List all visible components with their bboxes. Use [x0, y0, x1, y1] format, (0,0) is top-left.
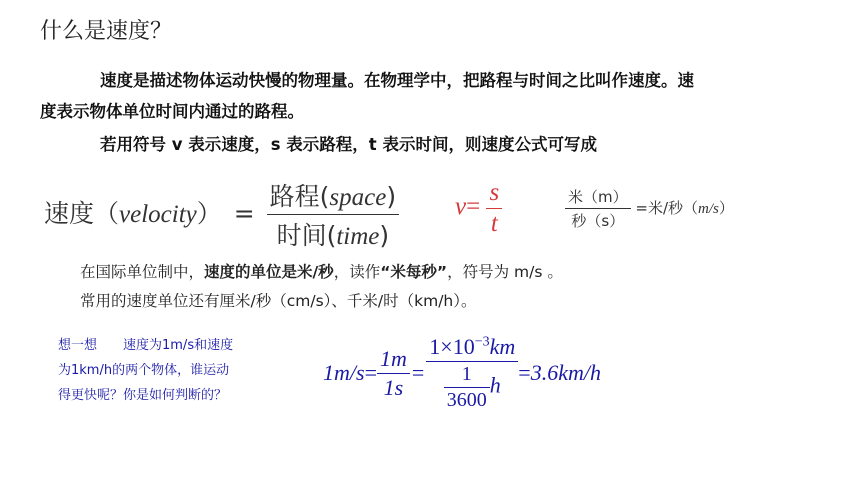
symbol-fraction — [486, 179, 502, 238]
space-numerator: 路程(space) — [269, 182, 397, 211]
t-denominator: t — [486, 208, 502, 238]
si-unit-line: 在国际单位制中，速度的单位是米/秒，读作“米每秒”，符号为 m/s 。 — [80, 263, 563, 281]
word-equals: = — [233, 198, 255, 228]
symbol-formula — [455, 179, 502, 238]
v-symbol: v — [455, 193, 467, 221]
think-line-2: 为1km/h的两个物体，谁运动 — [58, 363, 230, 378]
reading-emphasis: “米每秒” — [380, 263, 448, 281]
conversion-equals-1: = — [364, 360, 377, 385]
definition-line-1: 速度是描述物体运动快慢的物理量。在物理学中，把路程与时间之比叫作速度。速 — [100, 71, 694, 90]
conversion-fraction-2 — [426, 334, 518, 412]
unit-result: =米/秒（m/s） — [635, 199, 734, 217]
second-value: 1s — [377, 373, 410, 401]
s-numerator: s — [489, 179, 500, 206]
meter-numerator: 米（m） — [568, 188, 628, 206]
meter-value: 1m — [379, 345, 407, 371]
symbol-equals: = — [466, 193, 481, 221]
kilometer-numerator: $1\times 10^{-3}km$ — [429, 334, 516, 359]
word-fraction — [267, 177, 399, 252]
conversion-equals-3: = — [518, 360, 531, 385]
si-unit-emphasis: 速度的单位是米/秒 — [204, 263, 334, 281]
conversion-fraction-1 — [377, 346, 410, 401]
definition-line-2: 度表示物体单位时间内通过的路程。 — [40, 102, 304, 121]
word-formula — [44, 177, 399, 252]
think-line-3: 得更快呢？你是如何判断的？ — [58, 388, 228, 403]
conversion-equals-2: = — [411, 360, 425, 385]
conversion-result: 3.6km/h — [530, 360, 601, 385]
hour-denominator: $\frac{1}{3600}$ h — [426, 361, 518, 412]
unit-formula — [565, 186, 734, 231]
unit-fraction — [565, 186, 631, 231]
common-units-line: 常用的速度单位还有厘米/秒（cm/s）、千米/时（km/h）。 — [80, 292, 477, 310]
conversion-lhs: 1m/s — [323, 360, 365, 385]
page-title: 什么是速度？ — [40, 19, 173, 44]
conversion-formula — [323, 334, 601, 412]
think-question — [58, 333, 233, 408]
velocity-label: 速度（velocity） — [44, 198, 222, 228]
think-line-1: 想一想 速度为1m/s和速度 — [58, 338, 234, 353]
second-denominator: 秒（s） — [565, 208, 631, 231]
symbol-definition: 若用符号 v 表示速度，s 表示路程，t 表示时间，则速度公式可写成 — [100, 135, 597, 154]
time-denominator: 时间(time) — [267, 214, 399, 252]
